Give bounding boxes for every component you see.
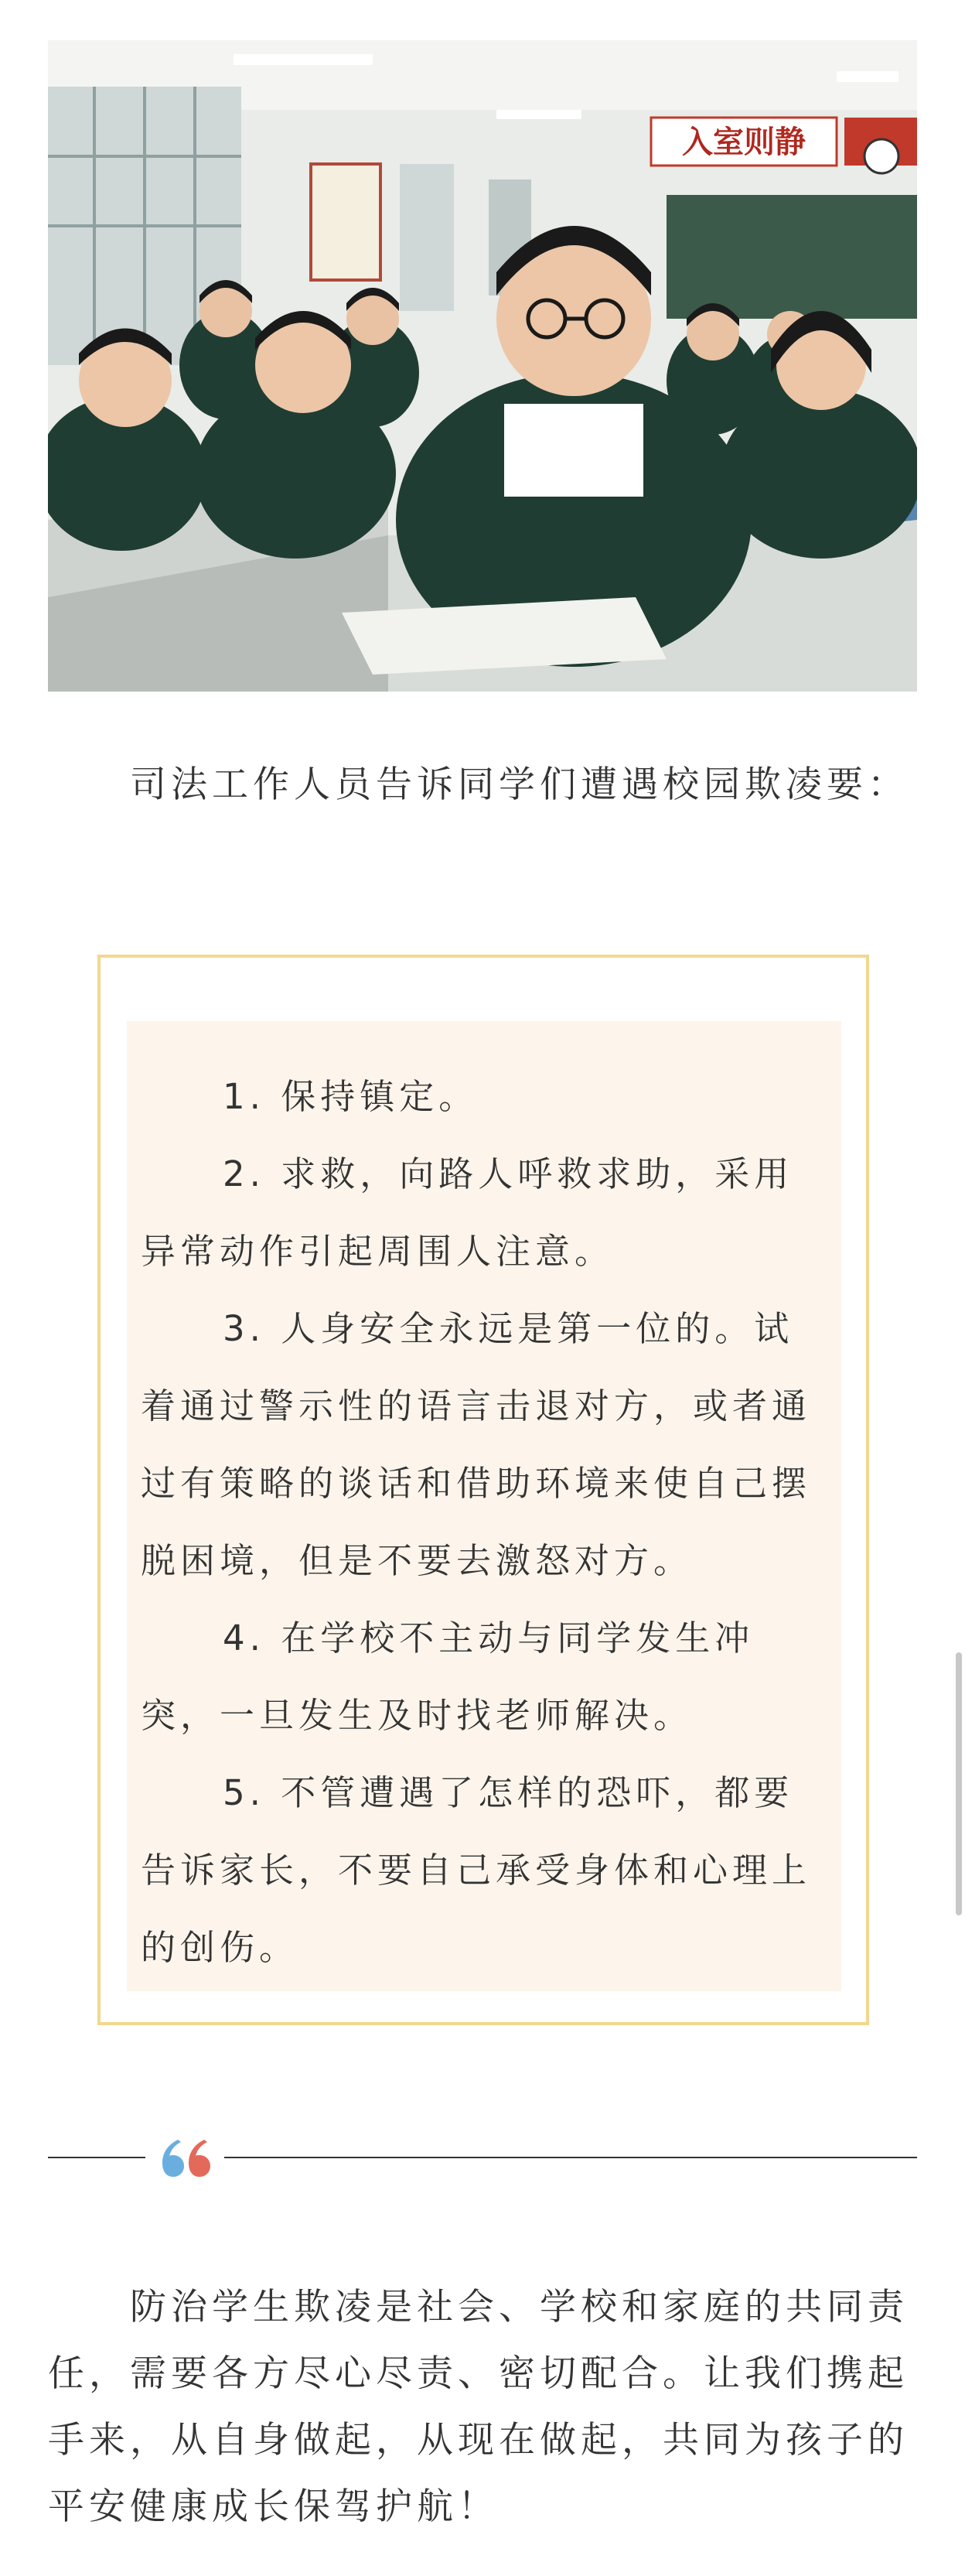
tip-item: 4. 在学校不主动与同学发生冲突，一旦发生及时找老师解决。 (141, 1618, 755, 1736)
classroom-photo (48, 40, 917, 692)
scrollbar[interactable] (956, 1652, 962, 1915)
closing-paragraph: 防治学生欺凌是社会、学校和家庭的共同责任，需要各方尽心尽责、密切配合。让我们携起手来，从自身做起，从现在做起，共同为孩子的平安健康成长保驾护航！ (48, 2286, 909, 2528)
tip-item: 3. 人身安全永远是第一位的。试着通过警示性的语言击退对方，或者通过有策略的谈话和借助环境来使自己摆脱困境，但是不要去激怒对方。 (141, 1308, 812, 1581)
intro-paragraph: 司法工作人员告诉同学们遭遇校园欺凌要： (130, 764, 909, 806)
tips-inner-panel (127, 1021, 841, 1991)
tip-item: 2. 求救，向路人呼救求助，采用异常动作引起周围人注意。 (141, 1153, 794, 1272)
tip-item: 5. 不管遭遇了怎样的恐吓，都要告诉家长，不要自己承受身体和心理上的创伤。 (141, 1772, 812, 1968)
tips-list (141, 1058, 827, 1987)
quote-divider (48, 2135, 917, 2181)
tip-item: 1. 保持镇定。 (223, 1076, 479, 1117)
quote-icon (161, 2138, 212, 2178)
divider-line-left (48, 2157, 145, 2158)
classroom-banner: 入室则静 (682, 125, 806, 160)
tips-box (97, 955, 869, 2025)
divider-line-right (224, 2157, 917, 2158)
